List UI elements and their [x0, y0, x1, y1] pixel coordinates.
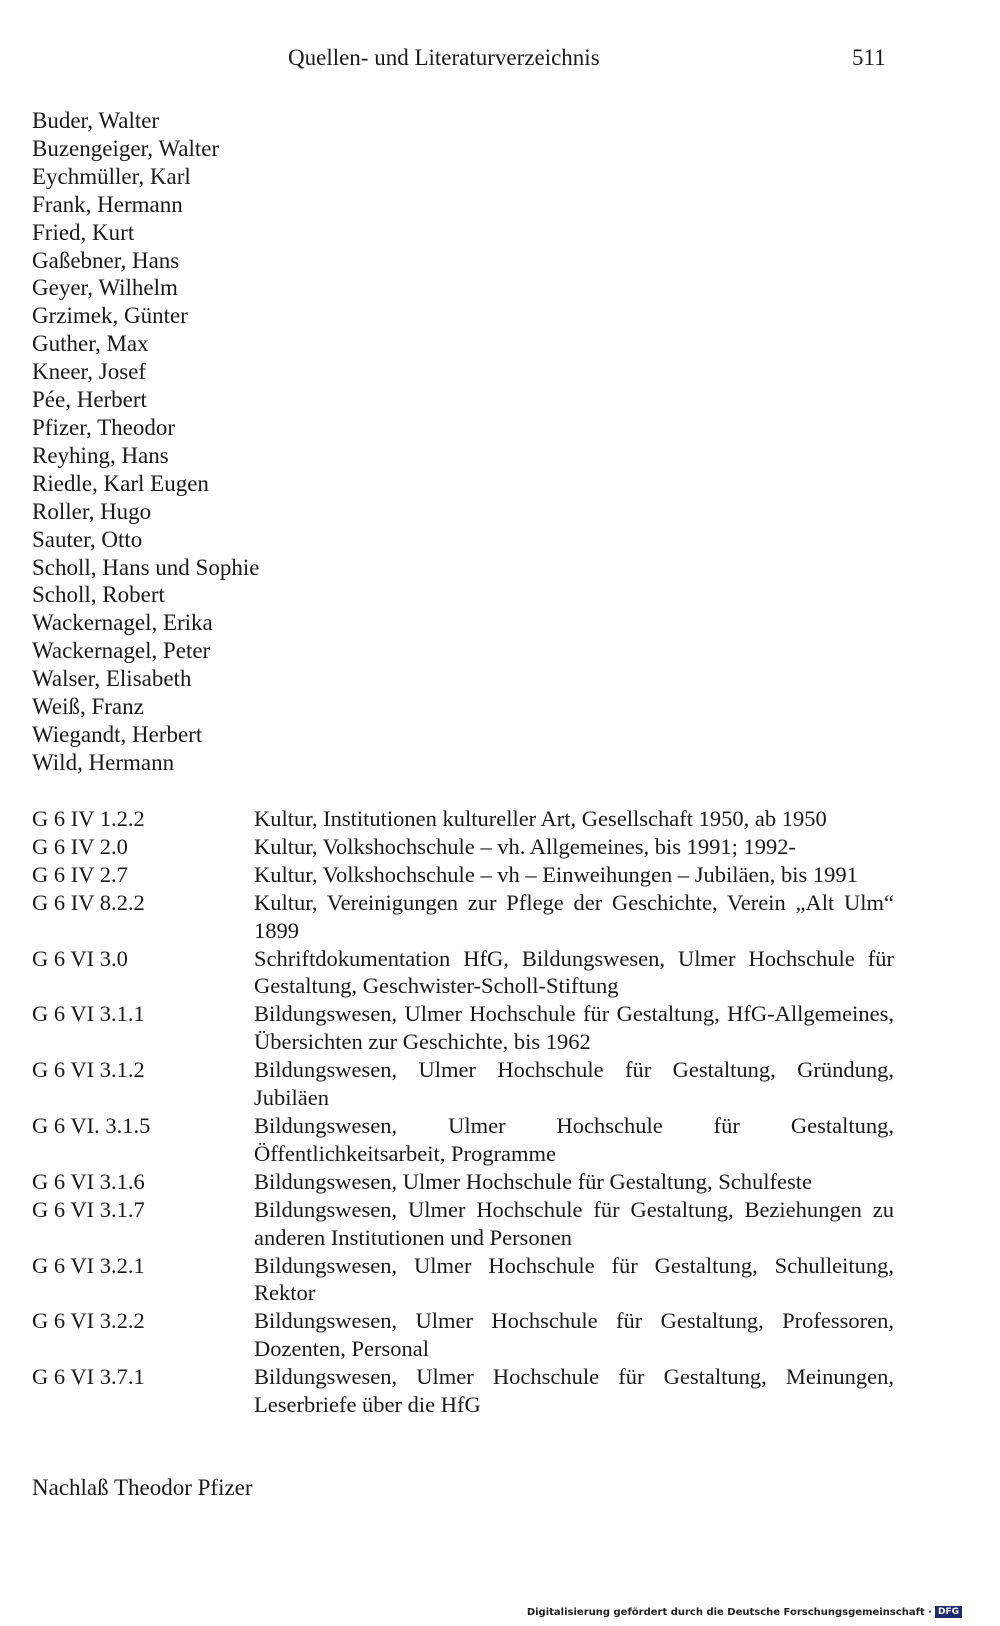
archive-entry	[32, 833, 894, 861]
person-name-entry: Wackernagel, Peter	[32, 638, 211, 664]
person-name-entry: Reyhing, Hans	[32, 442, 169, 468]
archive-entry	[32, 861, 894, 889]
person-name-entry: Wackernagel, Erika	[32, 610, 213, 636]
person-name-entry: Fried, Kurt	[32, 219, 135, 245]
person-name-entry: Frank, Hermann	[32, 191, 183, 217]
archive-entry	[32, 945, 894, 1001]
archive-description: Bildungswesen, Ulmer Hochschule für Gestaltung, Schulleitung, Rektor	[254, 1252, 894, 1306]
person-name-entry: Wild, Hermann	[32, 749, 175, 775]
archive-entry	[32, 1112, 894, 1168]
person-name-entry: Pfizer, Theodor	[32, 414, 175, 440]
person-name-entry: Walser, Elisabeth	[32, 666, 192, 692]
archive-description: Bildungswesen, Ulmer Hochschule für Gestaltung, Schulfeste	[254, 1168, 813, 1194]
person-name-entry: Buzengeiger, Walter	[32, 135, 220, 161]
person-name-entry: Buder, Walter	[32, 108, 160, 133]
archive-signature: G 6 VI 3.1.1	[32, 1001, 145, 1027]
archive-signature: G 6 VI 3.1.7	[32, 1196, 145, 1222]
archive-signature-list	[32, 805, 894, 1419]
person-name-entry: Grzimek, Günter	[32, 303, 188, 329]
archive-signature: G 6 VI 3.0	[32, 945, 128, 971]
archive-description: Bildungswesen, Ulmer Hochschule für Gestaltung, Öffentlichkeitsarbeit, Programme	[254, 1112, 894, 1166]
person-name-entry: Guther, Max	[32, 331, 149, 357]
archive-entry	[32, 1056, 894, 1112]
archive-signature: G 6 VI 3.7.1	[32, 1364, 145, 1390]
archive-description: Bildungswesen, Ulmer Hochschule für Gestaltung, Gründung, Jubiläen	[254, 1057, 894, 1111]
person-name-entry: Weiß, Franz	[32, 694, 144, 720]
archive-entry	[32, 1168, 894, 1196]
archive-signature: G 6 IV 2.0	[32, 833, 128, 859]
dfg-logo: DFG	[935, 1606, 962, 1618]
archive-description: Bildungswesen, Ulmer Hochschule für Gestaltung, HfG-Allgemeines, Übersichten zur Geschichte, bis 1962	[254, 1001, 894, 1055]
archive-signature: G 6 IV 1.2.2	[32, 806, 145, 831]
person-name-entry: Kneer, Josef	[32, 359, 147, 385]
archive-signature: G 6 IV 2.7	[32, 861, 128, 887]
archive-signature: G 6 VI 3.2.2	[32, 1308, 145, 1334]
archive-entry	[32, 889, 894, 945]
archive-entry	[32, 1363, 894, 1419]
archive-signature: G 6 VI 3.1.2	[32, 1057, 145, 1083]
archive-description: Kultur, Vereinigungen zur Pflege der Geschichte, Verein „Alt Ulm“ 1899	[254, 889, 894, 943]
person-name-entry: Scholl, Hans und Sophie	[32, 554, 260, 580]
archive-description: Bildungswesen, Ulmer Hochschule für Gestaltung, Meinungen, Leserbriefe über die HfG	[254, 1364, 894, 1418]
archive-signature: G 6 VI 3.1.6	[32, 1168, 145, 1194]
running-header-title: Quellen- und Literaturverzeichnis	[288, 45, 600, 70]
archive-entry	[32, 1307, 894, 1363]
archive-entry	[32, 805, 894, 833]
archive-signature: G 6 VI 3.2.1	[32, 1252, 145, 1278]
person-name-entry: Scholl, Robert	[32, 582, 165, 608]
person-name-entry: Pée, Herbert	[32, 387, 147, 413]
archive-description: Kultur, Institutionen kultureller Art, Gesellschaft 1950, ab 1950	[254, 806, 827, 831]
archive-description: Schriftdokumentation HfG, Bildungswesen, Ulmer Hochschule für Gestaltung, Geschwister-Scholl-Stiftung	[254, 945, 894, 999]
archive-description: Kultur, Volkshochschule – vh. Allgemeines, bis 1991; 1992-	[254, 833, 796, 859]
archive-entry	[32, 1196, 894, 1252]
archive-description: Bildungswesen, Ulmer Hochschule für Gestaltung, Beziehungen zu anderen Institutionen und Personen	[254, 1196, 894, 1250]
person-name-entry: Sauter, Otto	[32, 526, 143, 552]
archive-description: Bildungswesen, Ulmer Hochschule für Gestaltung, Professoren, Dozenten, Personal	[254, 1308, 894, 1362]
person-name-entry: Riedle, Karl Eugen	[32, 470, 209, 496]
person-name-list	[32, 107, 259, 777]
page-number: 511	[852, 45, 886, 70]
person-name-entry: Eychmüller, Karl	[32, 163, 191, 189]
archive-entry	[32, 1000, 894, 1056]
nachlass-heading: Nachlaß Theodor Pfizer	[32, 1475, 253, 1500]
archive-description: Kultur, Volkshochschule – vh – Einweihungen – Jubiläen, bis 1991	[254, 861, 858, 887]
person-name-entry: Roller, Hugo	[32, 498, 152, 524]
person-name-entry: Gaßebner, Hans	[32, 247, 180, 273]
digitization-credit-text: Digitalisierung gefördert durch die Deutsche Forschungsgemeinschaft ·	[526, 1606, 932, 1618]
archive-signature: G 6 IV 8.2.2	[32, 889, 145, 915]
person-name-entry: Wiegandt, Herbert	[32, 721, 203, 747]
digitization-credit	[527, 1606, 962, 1618]
archive-signature: G 6 VI. 3.1.5	[32, 1112, 151, 1138]
archive-entry	[32, 1252, 894, 1308]
person-name-entry: Geyer, Wilhelm	[32, 275, 178, 301]
